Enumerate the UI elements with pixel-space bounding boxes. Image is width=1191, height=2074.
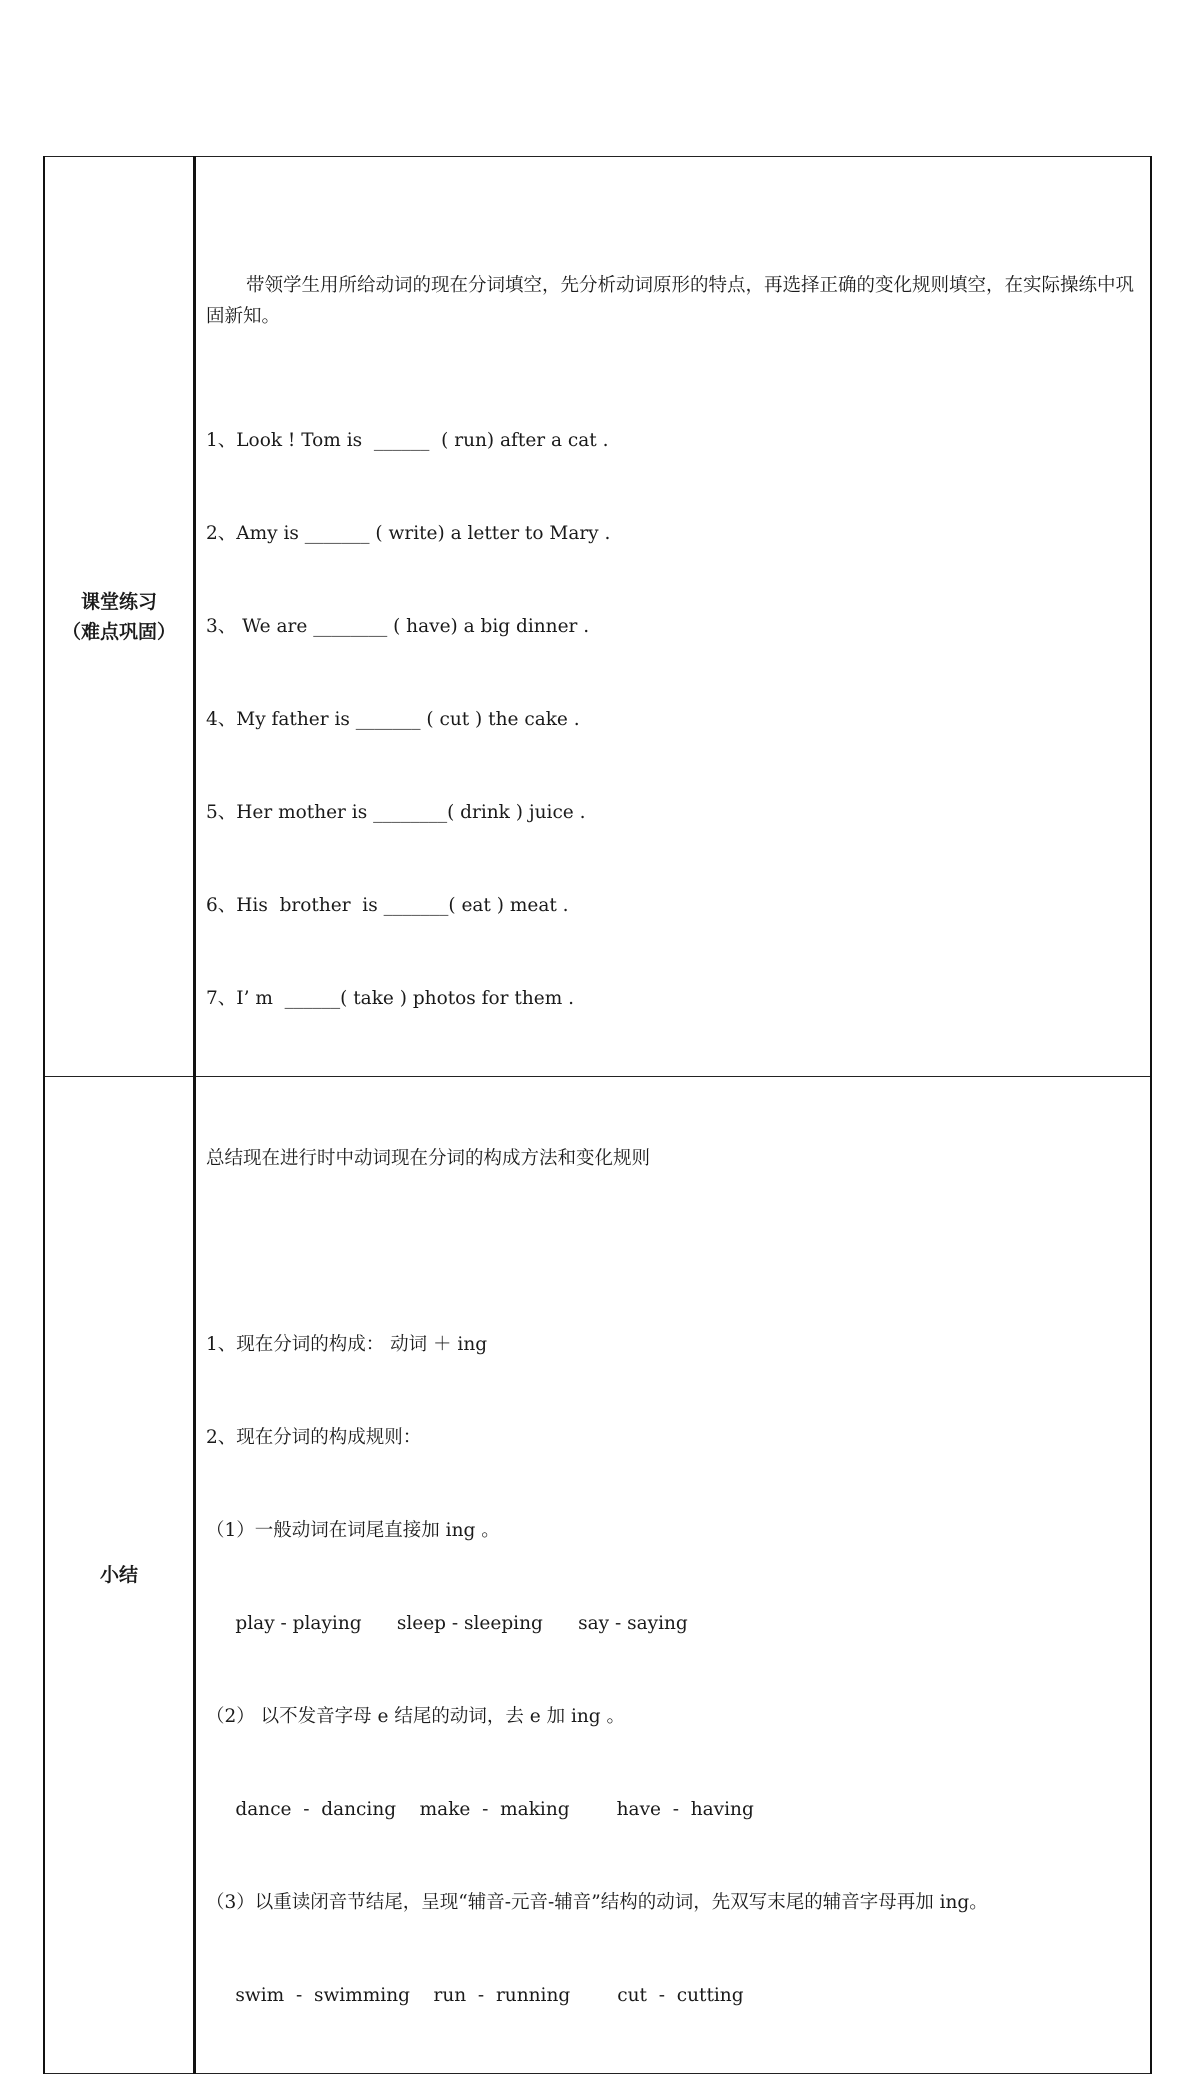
rule-1: （1）一般动词在词尾直接加 ing 。 — [206, 1520, 500, 1541]
rule-1-examples: play - playing sleep - sleeping say - saying — [206, 1613, 688, 1634]
rule-3-examples: swim - swimming run - running cut - cutting — [206, 1985, 744, 2006]
exercise-item-2: 2、Amy is _______ ( write) a letter to Mary . — [206, 523, 611, 544]
summary-content-cell — [195, 1077, 1152, 2074]
exercise-item-4: 4、My father is _______ ( cut ) the cake . — [206, 709, 580, 730]
rule-2-examples: dance - dancing make - making have - having — [206, 1799, 754, 1820]
practice-intro: 带领学生用所给动词的现在分词填空，先分析动词原形的特点，再选择正确的变化规则填空，在实际操练中巩固新知。 — [206, 275, 1135, 327]
summary-label-cell — [44, 1077, 195, 2074]
exercise-item-3: 3、 We are ________ ( have) a big dinner . — [206, 616, 590, 637]
exercise-item-1: 1、Look ! Tom is ______ ( run) after a cat . — [206, 430, 609, 451]
practice-row — [44, 157, 1151, 1077]
summary-point-1: 1、现在分词的构成： 动词 ＋ ing — [206, 1334, 488, 1355]
summary-content — [196, 1077, 1150, 2073]
summary-point-2: 2、现在分词的构成规则： — [206, 1427, 422, 1448]
practice-label-subtitle: （难点巩固） — [61, 620, 176, 643]
summary-heading: 总结现在进行时中动词现在分词的构成方法和变化规则 — [206, 1148, 651, 1169]
exercise-item-5: 5、Her mother is ________( drink ) juice . — [206, 802, 586, 823]
practice-content-cell — [195, 157, 1152, 1077]
exercise-item-6: 6、His brother is _______( eat ) meat . — [206, 895, 569, 916]
practice-label-cell — [44, 157, 195, 1077]
rule-2: （2） 以不发音字母 e 结尾的动词，去 e 加 ing 。 — [206, 1706, 626, 1727]
summary-row — [44, 1077, 1151, 2074]
exercise-item-7: 7、I’ m ______( take ) photos for them . — [206, 988, 574, 1009]
lesson-plan-table — [43, 156, 1152, 2074]
summary-label: 小结 — [99, 1564, 138, 1586]
rule-3: （3）以重读闭音节结尾，呈现“辅音-元音-辅音”结构的动词，先双写末尾的辅音字母再加 ing。 — [206, 1892, 988, 1913]
summary-spacer — [206, 1236, 1140, 1267]
practice-content — [196, 157, 1150, 1076]
practice-label-title: 课堂练习 — [80, 590, 157, 613]
